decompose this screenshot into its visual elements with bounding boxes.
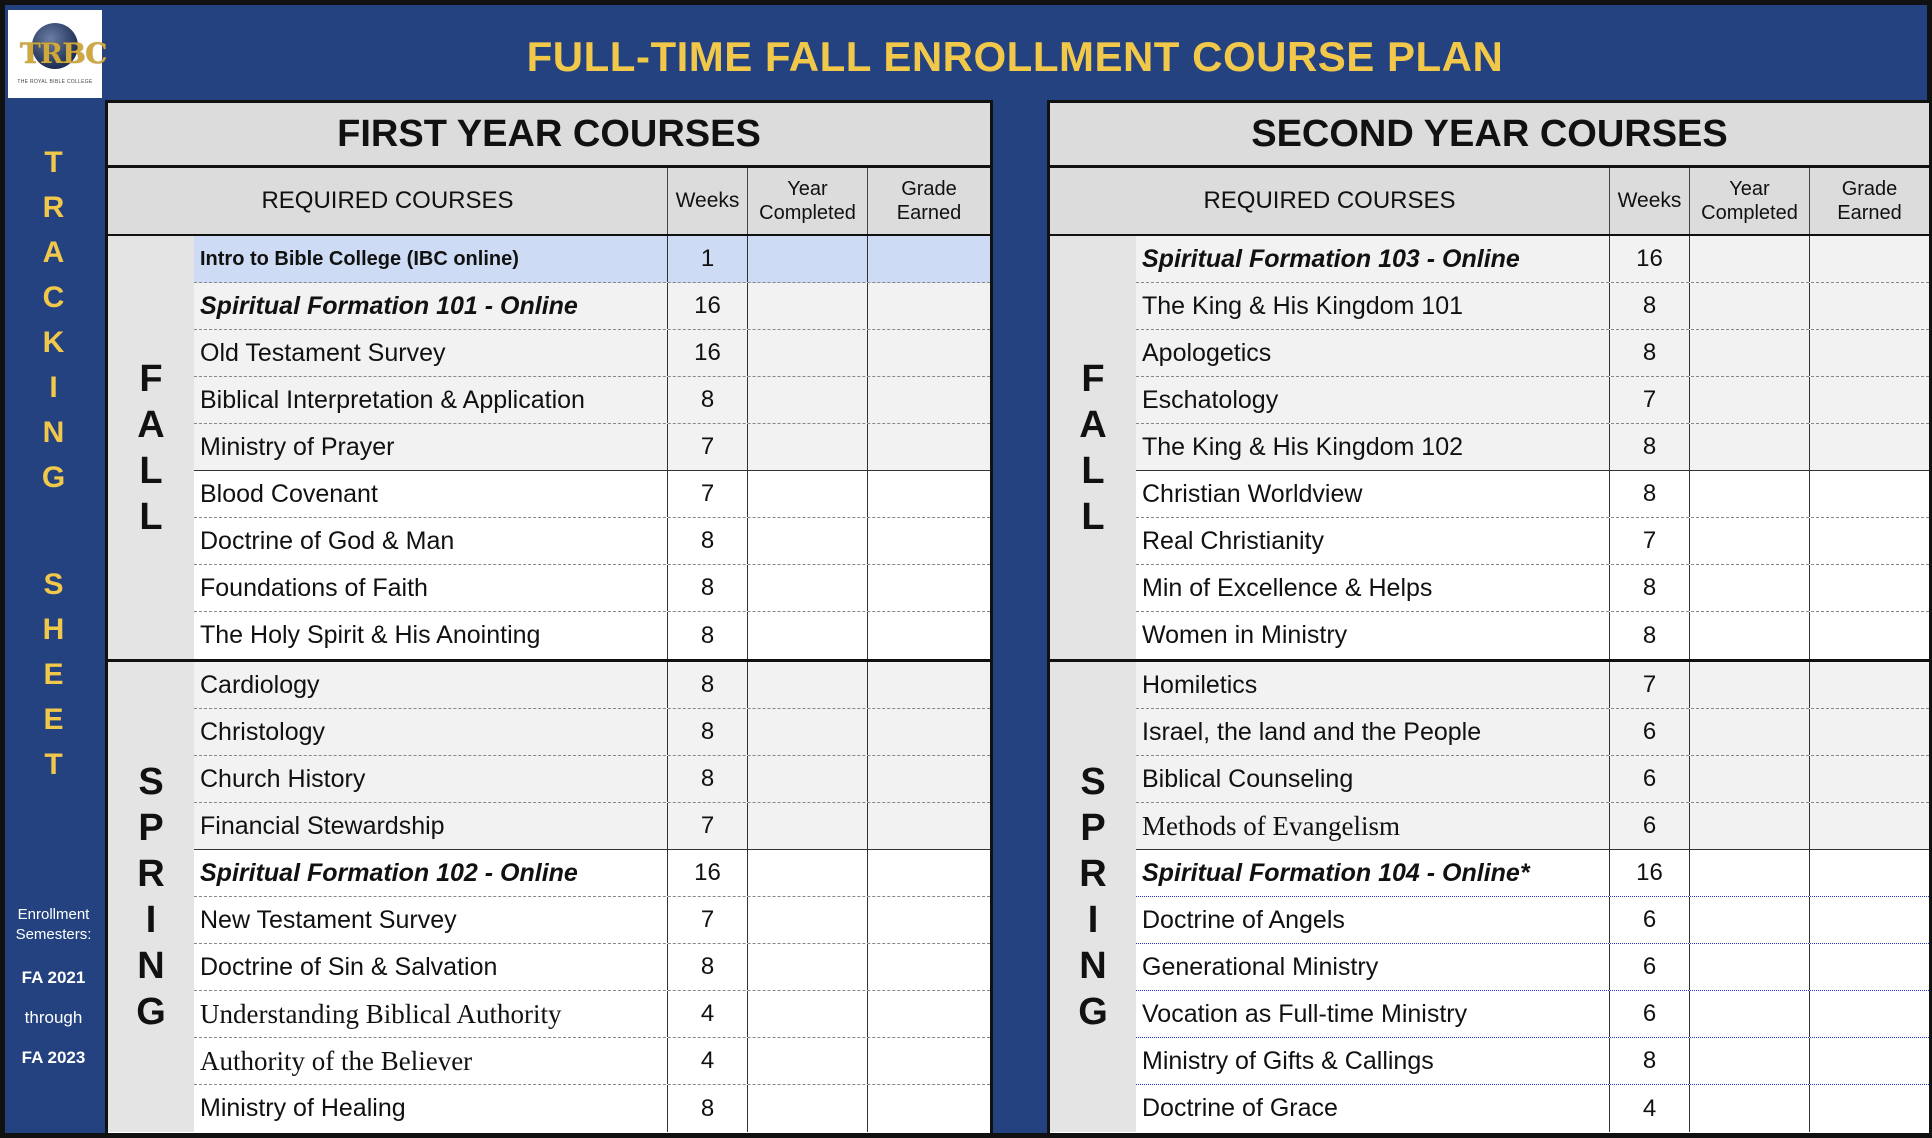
course-name: Doctrine of Angels [1136,897,1610,943]
grade-earned-cell[interactable] [868,612,990,659]
course-weeks: 8 [668,756,748,802]
course-name: Ministry of Healing [194,1085,668,1132]
grade-earned-cell[interactable] [868,756,990,802]
year-completed-cell[interactable] [748,850,868,896]
year-completed-cell[interactable] [1690,662,1810,708]
logo-subtext: THE ROYAL BIBLE COLLEGE [17,79,93,85]
grade-earned-cell[interactable] [868,897,990,943]
grade-earned-cell[interactable] [868,377,990,423]
course-weeks: 16 [1610,850,1690,896]
table-row [1136,283,1929,330]
grade-earned-cell[interactable] [868,944,990,990]
grade-earned-cell[interactable] [868,850,990,896]
year-completed-cell[interactable] [748,803,868,849]
spring-semester-label [108,662,194,1132]
course-weeks: 7 [1610,662,1690,708]
semester-letter: G [1078,991,1108,1033]
course-weeks: 8 [1610,565,1690,611]
course-weeks: 8 [668,518,748,564]
year-completed-cell[interactable] [1690,803,1810,849]
semester-letter: L [139,449,163,492]
grade-earned-cell[interactable] [1810,236,1929,282]
grade-earned-cell[interactable] [1810,424,1929,470]
course-weeks: 7 [668,803,748,849]
spring-semester-label [1050,662,1136,1132]
course-name: Christology [194,709,668,755]
enrollment-through: through [24,1008,83,1027]
header-grade-line1: Grade [901,178,957,200]
grade-earned-cell[interactable] [868,565,990,611]
table-row [1136,662,1929,709]
table-row [1136,377,1929,424]
table-row [194,518,990,565]
table-row [1136,424,1929,471]
sidebar-letter: G [41,461,66,494]
spring-section [1050,662,1929,1132]
table-row [1136,756,1929,803]
grade-earned-cell[interactable] [868,283,990,329]
table-row [1136,518,1929,565]
course-weeks: 6 [1610,897,1690,943]
course-weeks: 4 [1610,1085,1690,1132]
header-grade-earned [1810,168,1929,234]
course-table [1050,168,1929,1132]
grade-earned-cell[interactable] [868,991,990,1037]
course-weeks: 8 [668,1085,748,1132]
course-name: Spiritual Formation 101 - Online [194,283,668,329]
year-completed-cell[interactable] [1690,1085,1810,1132]
year-completed-cell[interactable] [748,662,868,708]
course-weeks: 16 [668,330,748,376]
year-completed-cell[interactable] [1690,283,1810,329]
course-name: Old Testament Survey [194,330,668,376]
grade-earned-cell[interactable] [1810,1085,1929,1132]
course-weeks: 8 [668,565,748,611]
course-name: Blood Covenant [194,471,668,517]
grade-earned-cell[interactable] [1810,803,1929,849]
course-name: Spiritual Formation 103 - Online [1136,236,1610,282]
grade-earned-cell[interactable] [868,330,990,376]
fall-semester-label [108,236,194,659]
fall-section [1050,236,1929,662]
grade-earned-cell[interactable] [1810,565,1929,611]
course-weeks: 8 [1610,283,1690,329]
table-row [194,565,990,612]
enrollment-start: FA 2021 [21,968,86,987]
header-required-courses: REQUIRED COURSES [1050,168,1610,234]
year-completed-cell[interactable] [1690,424,1810,470]
year-completed-cell[interactable] [1690,471,1810,517]
course-weeks: 8 [1610,1038,1690,1084]
year-completed-cell[interactable] [748,377,868,423]
grade-earned-cell[interactable] [1810,991,1929,1037]
year-completed-cell[interactable] [748,944,868,990]
college-logo [8,10,107,98]
sidebar-letter: T [44,748,63,781]
enrollment-label-line2: Semesters: [15,926,92,943]
table-row [194,662,990,709]
table-row [1136,709,1929,756]
semester-letter: G [136,991,166,1033]
semester-letter: S [1080,761,1106,803]
enrollment-label-line1: Enrollment [17,906,90,923]
table-row [1136,330,1929,377]
year-completed-cell[interactable] [1690,612,1810,659]
grade-earned-cell[interactable] [1810,283,1929,329]
course-weeks: 8 [668,612,748,659]
course-name: Real Christianity [1136,518,1610,564]
header-weeks: Weeks [668,168,748,234]
table-row [194,377,990,424]
year-completed-cell[interactable] [748,1038,868,1084]
grade-earned-cell[interactable] [1810,756,1929,802]
semester-letter: P [1080,807,1106,849]
semester-letter: I [1087,899,1099,941]
course-weeks: 7 [668,424,748,470]
course-name: Doctrine of Sin & Salvation [194,944,668,990]
grade-earned-cell[interactable] [868,471,990,517]
table-header [1050,168,1929,236]
table-row [1136,1085,1929,1132]
year-completed-cell[interactable] [748,424,868,470]
course-name: Doctrine of Grace [1136,1085,1610,1132]
sidebar-letter: E [43,703,64,736]
page-title: FULL-TIME FALL ENROLLMENT COURSE PLAN [526,33,1504,80]
spring-section [108,662,990,1132]
table-row [194,1038,990,1085]
table-row [194,612,990,659]
year-completed-cell[interactable] [1690,236,1810,282]
course-name: New Testament Survey [194,897,668,943]
table-row [1136,897,1929,944]
year-completed-cell[interactable] [748,1085,868,1132]
course-name: Church History [194,756,668,802]
year-completed-cell[interactable] [748,236,868,282]
course-weeks: 16 [668,283,748,329]
grade-earned-cell[interactable] [868,709,990,755]
course-weeks: 16 [668,850,748,896]
course-name: Min of Excellence & Helps [1136,565,1610,611]
sidebar-letter: K [42,326,65,359]
course-name: Christian Worldview [1136,471,1610,517]
semester-letter: L [1081,495,1105,538]
header-grade-line2: Earned [896,202,962,224]
course-weeks: 7 [1610,518,1690,564]
first-year-panel [105,100,993,1136]
sidebar-word-tracking [5,140,102,500]
course-weeks: 8 [1610,612,1690,659]
table-header [108,168,990,236]
course-name: Understanding Biblical Authority [194,991,668,1037]
course-weeks: 8 [1610,330,1690,376]
course-name: Authority of the Believer [194,1038,668,1084]
table-row [1136,991,1929,1038]
header-year-line1: Year [787,178,828,200]
course-name: Vocation as Full-time Ministry [1136,991,1610,1037]
grade-earned-cell[interactable] [1810,471,1929,517]
year-completed-cell[interactable] [748,709,868,755]
table-row [194,897,990,944]
semester-letter: R [1079,853,1107,895]
grade-earned-cell[interactable] [868,1038,990,1084]
table-row [194,991,990,1038]
grade-earned-cell[interactable] [868,662,990,708]
course-name: Methods of Evangelism [1136,803,1610,849]
year-completed-cell[interactable] [1690,897,1810,943]
table-row [1136,612,1929,659]
course-name: Cardiology [194,662,668,708]
year-completed-cell[interactable] [1690,377,1810,423]
course-name: Spiritual Formation 102 - Online [194,850,668,896]
sidebar-letter: S [43,568,64,601]
course-name: Financial Stewardship [194,803,668,849]
year-completed-cell[interactable] [748,991,868,1037]
year-completed-cell[interactable] [1690,709,1810,755]
panel-title: SECOND YEAR COURSES [1050,103,1929,168]
header-required-courses: REQUIRED COURSES [108,168,668,234]
course-name: Israel, the land and the People [1136,709,1610,755]
semester-letter: N [137,945,165,987]
sidebar-letter: I [49,371,58,404]
course-weeks: 7 [668,471,748,517]
grade-earned-cell[interactable] [1810,518,1929,564]
enrollment-label [5,905,102,945]
grade-earned-cell[interactable] [868,1085,990,1132]
semester-letter: L [1081,449,1105,492]
year-completed-cell[interactable] [1690,565,1810,611]
year-completed-cell[interactable] [1690,1038,1810,1084]
table-row [194,1085,990,1132]
table-row [194,803,990,850]
grade-earned-cell[interactable] [1810,709,1929,755]
sidebar-letter: A [42,236,65,269]
header-year-line1: Year [1729,178,1770,200]
grade-earned-cell[interactable] [1810,1038,1929,1084]
course-name: The King & His Kingdom 101 [1136,283,1610,329]
second-year-panel [1047,100,1932,1136]
grade-earned-cell[interactable] [1810,612,1929,659]
year-completed-cell[interactable] [748,330,868,376]
grade-earned-cell[interactable] [1810,850,1929,896]
sidebar-letter: R [42,191,65,224]
course-weeks: 6 [1610,756,1690,802]
header-grade-line2: Earned [1837,202,1902,224]
course-name: Eschatology [1136,377,1610,423]
course-table [108,168,990,1132]
table-row [194,236,990,283]
globe-icon [20,23,107,83]
table-row [194,850,990,897]
header-year-completed [748,168,868,234]
course-name: Apologetics [1136,330,1610,376]
course-name: Biblical Interpretation & Application [194,377,668,423]
semester-letter: F [1081,357,1105,400]
course-name: Ministry of Gifts & Callings [1136,1038,1610,1084]
semester-letter: P [138,807,164,849]
sidebar-letter: E [43,658,64,691]
course-weeks: 8 [668,662,748,708]
year-completed-cell[interactable] [748,565,868,611]
course-weeks: 6 [1610,944,1690,990]
year-completed-cell[interactable] [1690,518,1810,564]
fall-course-rows [1136,236,1929,659]
course-weeks: 8 [668,377,748,423]
spring-course-rows [194,662,990,1132]
fall-semester-label [1050,236,1136,659]
course-weeks: 8 [1610,471,1690,517]
course-name: Spiritual Formation 104 - Online* [1136,850,1610,896]
year-completed-cell[interactable] [1690,850,1810,896]
year-completed-cell[interactable] [748,612,868,659]
logo-text: TRBC [20,37,107,70]
course-name: Homiletics [1136,662,1610,708]
table-row [194,283,990,330]
table-row [1136,236,1929,283]
header-year-completed [1690,168,1810,234]
course-weeks: 8 [668,944,748,990]
course-weeks: 16 [1610,236,1690,282]
year-completed-cell[interactable] [1690,944,1810,990]
course-name: Biblical Counseling [1136,756,1610,802]
sidebar-letter: H [42,613,65,646]
tracking-sheet-sidebar [5,100,102,1136]
course-weeks: 7 [1610,377,1690,423]
sidebar-letter: N [42,416,65,449]
course-name: Women in Ministry [1136,612,1610,659]
course-name: Foundations of Faith [194,565,668,611]
semester-letter: S [138,761,164,803]
enrollment-end: FA 2023 [21,1048,86,1067]
semester-letter: N [1079,945,1107,987]
course-weeks: 6 [1610,803,1690,849]
semester-letter: F [139,357,163,400]
grade-earned-cell[interactable] [1810,330,1929,376]
year-completed-cell[interactable] [748,518,868,564]
fall-course-rows [194,236,990,659]
grade-earned-cell[interactable] [1810,897,1929,943]
table-row [194,944,990,991]
panel-title: FIRST YEAR COURSES [108,103,990,168]
course-weeks: 6 [1610,709,1690,755]
grade-earned-cell[interactable] [868,518,990,564]
table-row [1136,944,1929,991]
year-completed-cell[interactable] [1690,330,1810,376]
semester-letter: A [1079,403,1107,446]
semester-letter: A [137,403,165,446]
table-row [1136,1038,1929,1085]
year-completed-cell[interactable] [748,897,868,943]
table-row [1136,803,1929,850]
header-year-line2: Completed [759,202,856,224]
sidebar-letter: T [44,146,63,179]
table-row [194,424,990,471]
sidebar-letter: C [42,281,65,314]
course-weeks: 8 [1610,424,1690,470]
sidebar-word-sheet [5,562,102,787]
course-weeks: 1 [668,236,748,282]
table-row [1136,850,1929,897]
header-weeks: Weeks [1610,168,1690,234]
table-row [194,756,990,803]
grade-earned-cell[interactable] [1810,944,1929,990]
grade-earned-cell[interactable] [868,424,990,470]
fall-section [108,236,990,662]
year-completed-cell[interactable] [1690,991,1810,1037]
header-year-line2: Completed [1701,202,1798,224]
course-name: Generational Ministry [1136,944,1610,990]
course-weeks: 4 [668,1038,748,1084]
year-completed-cell[interactable] [748,471,868,517]
spring-course-rows [1136,662,1929,1132]
grade-earned-cell[interactable] [868,236,990,282]
course-weeks: 8 [668,709,748,755]
semester-letter: I [145,899,157,941]
semester-letter: R [137,853,165,895]
grade-earned-cell[interactable] [1810,377,1929,423]
course-name: The Holy Spirit & His Anointing [194,612,668,659]
table-row [194,471,990,518]
course-name: Doctrine of God & Man [194,518,668,564]
year-completed-cell[interactable] [748,756,868,802]
semester-letter: L [139,495,163,538]
table-row [1136,565,1929,612]
header-grade-line1: Grade [1841,178,1898,200]
course-weeks: 7 [668,897,748,943]
course-weeks: 4 [668,991,748,1037]
course-name: The King & His Kingdom 102 [1136,424,1610,470]
course-weeks: 6 [1610,991,1690,1037]
header-grade-earned [868,168,990,234]
course-name: Ministry of Prayer [194,424,668,470]
year-completed-cell[interactable] [748,283,868,329]
table-row [1136,471,1929,518]
course-name: Intro to Bible College (IBC online) [194,236,668,282]
table-row [194,709,990,756]
grade-earned-cell[interactable] [1810,662,1929,708]
grade-earned-cell[interactable] [868,803,990,849]
year-completed-cell[interactable] [1690,756,1810,802]
table-row [194,330,990,377]
